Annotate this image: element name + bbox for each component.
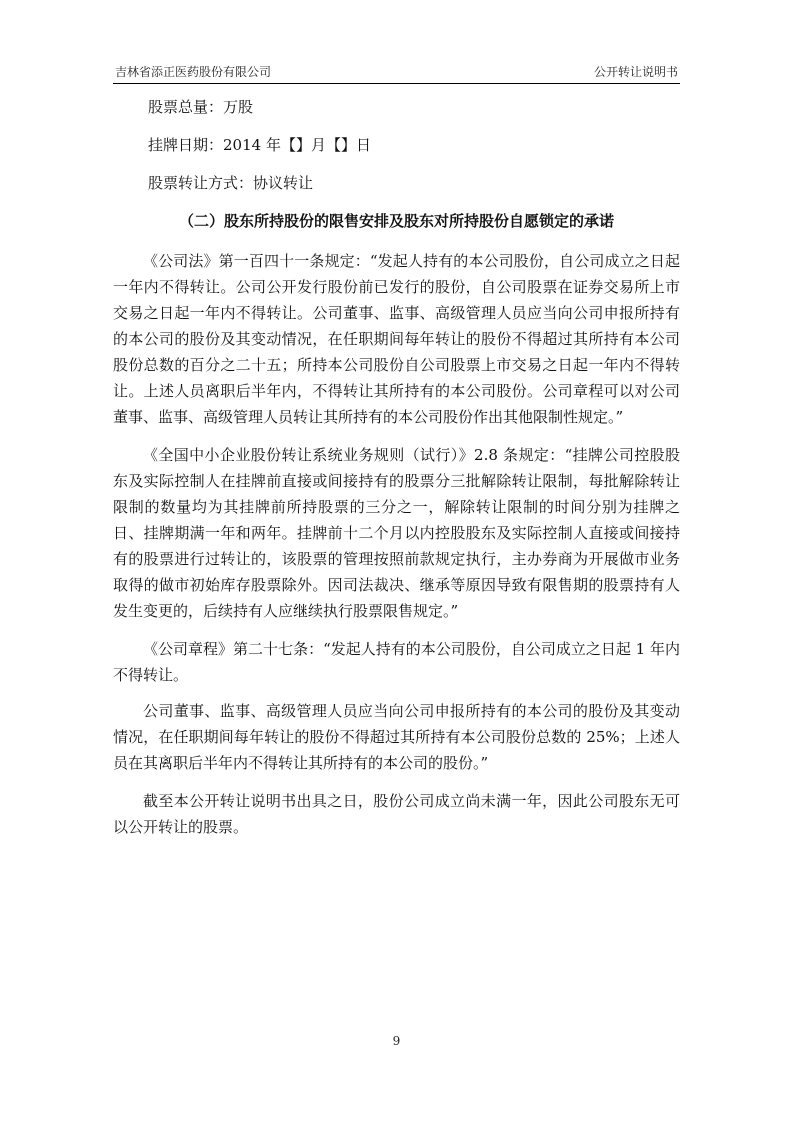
conclusion-paragraph: 截至本公开转让说明书出具之日，股份公司成立尚未满一年，因此公司股东无可以公开转让的股票。 [113, 792, 680, 836]
page-number: 9 [392, 1034, 401, 1048]
section-heading: （二）股东所持股份的限售安排及股东对所持股份自愿锁定的承诺 [178, 212, 614, 230]
neeq-rules-paragraph: 《全国中小企业股份转让系统业务规则（试行）》2.8 条规定：“挂牌公司控股股东及实际控制人在挂牌前直接或间接持有的股票分三批解除转让限制，每批解除转让限制的数量均为其挂牌前所持股票的三分之一，解除转让限制的时间分别为挂牌之日、挂牌期满一年和两年。挂牌前十二个月以内控股股东及实际控制人直接或间接持有的股票进行过转让的，该股票的管理按照前款规定执行，主办券商为开展做市业务取得的做市初始库存股票除外。因司法裁决、继承等原因导致有限售期的股票持有人发生变更的，后续持有人应继续执行股票限售规定。” [113, 446, 680, 620]
articles-of-association-paragraph: 《公司章程》第二十七条：“发起人持有的本公司股份，自公司成立之日起 1 年内不得转让。 [113, 640, 680, 684]
management-restriction-paragraph: 公司董事、监事、高级管理人员应当向公司申报所持有的本公司的股份及其变动情况，在任职期间每年转让的股份不得超过其所持有本公司股份总数的 25%；上述人员在其离职后半年内不得转让其所持有的本公司的股份。” [113, 702, 680, 772]
page-body [113, 96, 680, 852]
total-shares-line: 股票总量：万股 [148, 98, 254, 116]
listing-date-line: 挂牌日期：2014 年【】月【】日 [148, 136, 371, 154]
header-company-name: 吉林省添正医药股份有限公司 [115, 65, 272, 79]
company-law-paragraph: 《公司法》第一百四十一条规定：“发起人持有的本公司股份，自公司成立之日起一年内不得转让。公司公开发行股份前已发行的股份，自公司股票在证券交易所上市交易之日起一年内不得转让。公司董事、监事、高级管理人员应当向公司申报所持有的本公司的股份及其变动情况，在任职期间每年转让的股份不得超过其所持有本公司股份总数的百分之二十五；所持本公司股份自公司股票上市交易之日起一年内不得转让。上述人员离职后半年内，不得转让其所持有的本公司股份。公司章程可以对公司董事、监事、高级管理人员转让其所持有的本公司股份作出其他限制性规定。” [113, 252, 680, 426]
transfer-method-line: 股票转让方式：协议转让 [148, 174, 314, 192]
page-header [113, 64, 680, 82]
header-divider [113, 83, 680, 84]
header-document-title: 公开转让说明书 [593, 65, 678, 79]
